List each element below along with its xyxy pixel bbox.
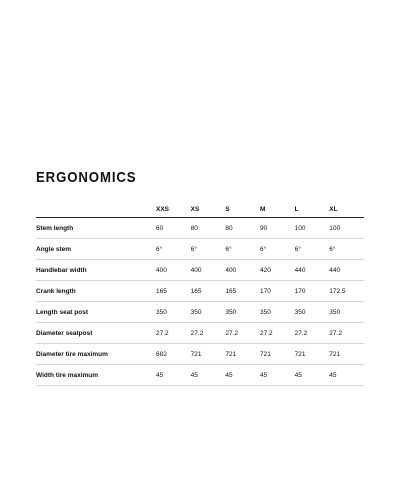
table-cell: 165 (156, 281, 191, 302)
table-row (36, 260, 364, 281)
table-row (36, 302, 364, 323)
header-size-s: S (225, 201, 260, 218)
table-cell: 721 (295, 344, 330, 365)
table-row (36, 365, 364, 386)
table-cell: 6° (329, 239, 364, 260)
row-label: Diameter seatpost (36, 323, 156, 344)
table-row (36, 344, 364, 365)
table-cell: 400 (225, 260, 260, 281)
table-cell: 682 (156, 344, 191, 365)
table-cell: 170 (295, 281, 330, 302)
row-label: Handlebar width (36, 260, 156, 281)
row-label: Crank length (36, 281, 156, 302)
row-label: Length seat post (36, 302, 156, 323)
table-cell: 170 (260, 281, 295, 302)
table-cell: 721 (225, 344, 260, 365)
table-cell: 350 (156, 302, 191, 323)
row-label: Stem length (36, 218, 156, 239)
table-cell: 45 (191, 365, 226, 386)
table-cell: 172.5 (329, 281, 364, 302)
table-row (36, 323, 364, 344)
header-size-xl: XL (329, 201, 364, 218)
table-row (36, 281, 364, 302)
table-cell: 6° (260, 239, 295, 260)
table-cell: 27.2 (156, 323, 191, 344)
section-title: ERGONOMICS (36, 169, 137, 186)
row-label: Width tire maximum (36, 365, 156, 386)
table-cell: 721 (191, 344, 226, 365)
table-cell: 6° (295, 239, 330, 260)
table-cell: 27.2 (260, 323, 295, 344)
header-size-m: M (260, 201, 295, 218)
table-row (36, 218, 364, 239)
table-cell: 350 (191, 302, 226, 323)
table-cell: 45 (225, 365, 260, 386)
header-size-xxs: XXS (156, 201, 191, 218)
table-cell: 721 (260, 344, 295, 365)
table-cell: 400 (191, 260, 226, 281)
table-cell: 45 (295, 365, 330, 386)
table-cell: 6° (156, 239, 191, 260)
table-cell: 100 (329, 218, 364, 239)
table-cell: 6° (191, 239, 226, 260)
table-cell: 350 (295, 302, 330, 323)
header-label-blank (36, 201, 156, 218)
table-cell: 90 (260, 218, 295, 239)
table-cell: 27.2 (225, 323, 260, 344)
table-cell: 27.2 (329, 323, 364, 344)
table-cell: 400 (156, 260, 191, 281)
table-cell: 45 (329, 365, 364, 386)
table-cell: 80 (191, 218, 226, 239)
table-cell: 721 (329, 344, 364, 365)
table-cell: 440 (329, 260, 364, 281)
table-cell: 45 (260, 365, 295, 386)
table-cell: 45 (156, 365, 191, 386)
table-row (36, 239, 364, 260)
table-cell: 165 (191, 281, 226, 302)
header-size-xs: XS (191, 201, 226, 218)
table-cell: 165 (225, 281, 260, 302)
ergonomics-table (36, 201, 364, 386)
table-header-row (36, 201, 364, 218)
ergonomics-section (36, 168, 364, 379)
table-cell: 60 (156, 218, 191, 239)
table-cell: 440 (295, 260, 330, 281)
table-cell: 100 (295, 218, 330, 239)
table-cell: 350 (225, 302, 260, 323)
table-cell: 420 (260, 260, 295, 281)
table-cell: 80 (225, 218, 260, 239)
header-size-l: L (295, 201, 330, 218)
row-label: Diameter tire maximum (36, 344, 156, 365)
row-label: Angle stem (36, 239, 156, 260)
table-cell: 350 (260, 302, 295, 323)
table-cell: 6° (225, 239, 260, 260)
table-cell: 27.2 (295, 323, 330, 344)
table-cell: 27.2 (191, 323, 226, 344)
table-cell: 350 (329, 302, 364, 323)
